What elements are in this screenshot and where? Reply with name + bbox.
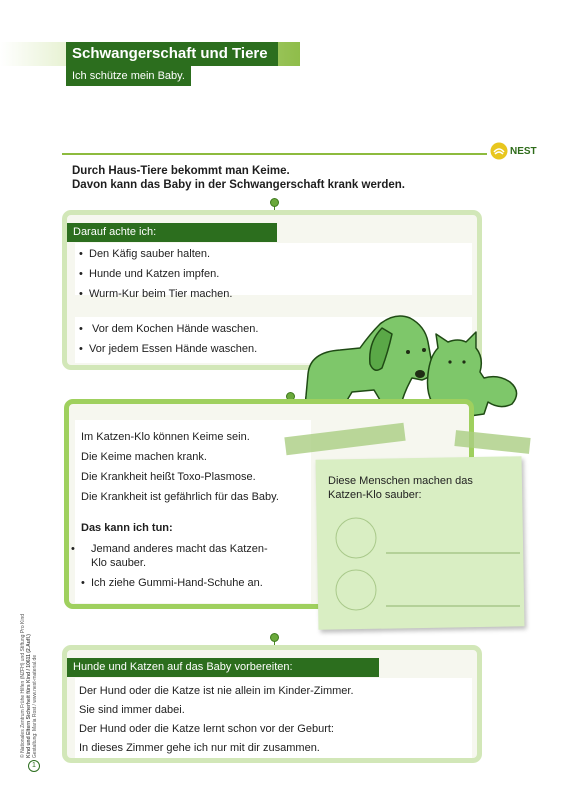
pin-icon	[270, 198, 279, 207]
photo-circle-1[interactable]	[336, 518, 376, 558]
note-text	[328, 474, 473, 502]
fact-line: Die Krankheit heißt Toxo-Plasmose.	[81, 471, 256, 483]
note-fields	[330, 510, 525, 620]
prepare-lines	[79, 682, 354, 758]
page-subtitle: Ich schütze mein Baby.	[66, 66, 191, 86]
photo-circle-2[interactable]	[336, 570, 376, 610]
fact-line: Im Katzen-Klo können Keime sein.	[81, 431, 250, 443]
prepare-heading: Hunde und Katzen auf das Baby vorbereiten:	[67, 658, 379, 677]
list-item: • Vor dem Kochen Hände waschen.	[79, 319, 258, 339]
page-number: 1	[28, 760, 40, 772]
prepare-line: Der Hund oder die Katze lernt schon vor der Geburt:	[79, 723, 334, 735]
copyright-line: Gestaltung: Maria Rost / www.nest-material.de	[32, 654, 38, 758]
copyright-line: Kind und Eltern Sicherheit fürs Kind / 10611 (2.Aufl.)	[26, 634, 32, 758]
action-list	[81, 542, 281, 590]
copyright-line: © Nationales Zentrum Frühe Hilfen (NZFH) und Stiftung Pro Kind	[20, 613, 26, 758]
nest-logo-text: NEST	[510, 145, 537, 157]
action-heading: Das kann ich tun:	[81, 522, 173, 534]
list-item: • Vor jedem Essen Hände waschen.	[79, 339, 258, 359]
list-item: • Ich ziehe Gummi-Hand-Schuhe an.	[81, 576, 281, 590]
note-line: Katzen-Klo sauber:	[328, 489, 422, 501]
page-title: Schwangerschaft und Tiere	[66, 42, 278, 66]
nest-icon	[490, 142, 508, 160]
divider-rule	[62, 153, 487, 155]
tips-list-1	[79, 244, 232, 304]
pin-icon	[270, 633, 279, 642]
list-item: • Den Käfig sauber halten.	[79, 244, 232, 264]
list-item: • Hunde und Katzen impfen.	[79, 264, 232, 284]
prepare-line: In dieses Zimmer gehe ich nur mit dir zusammen.	[79, 742, 320, 754]
list-item: • Jemand anderes macht das Katzen-Klo sauber.	[81, 542, 281, 570]
nest-logo	[490, 142, 537, 160]
fact-line: Die Krankheit ist gefährlich für das Baby.	[81, 491, 279, 503]
prepare-line: Sie sind immer dabei.	[79, 704, 185, 716]
tips-list-2	[79, 319, 258, 359]
intro-line: Davon kann das Baby in der Schwangerschaft krank werden.	[72, 179, 405, 191]
prepare-line: Der Hund oder die Katze ist nie allein im Kinder-Zimmer.	[79, 685, 354, 697]
intro-text	[72, 164, 405, 192]
fact-line: Die Keime machen krank.	[81, 451, 207, 463]
tips-heading: Darauf achte ich:	[67, 223, 277, 242]
note-line: Diese Menschen machen das	[328, 475, 473, 487]
list-item: • Wurm-Kur beim Tier machen.	[79, 284, 232, 304]
cat-litter-facts	[81, 427, 279, 507]
intro-line: Durch Haus-Tiere bekommt man Keime.	[72, 165, 290, 177]
prepare-box	[62, 645, 482, 763]
copyright-text	[20, 614, 38, 758]
